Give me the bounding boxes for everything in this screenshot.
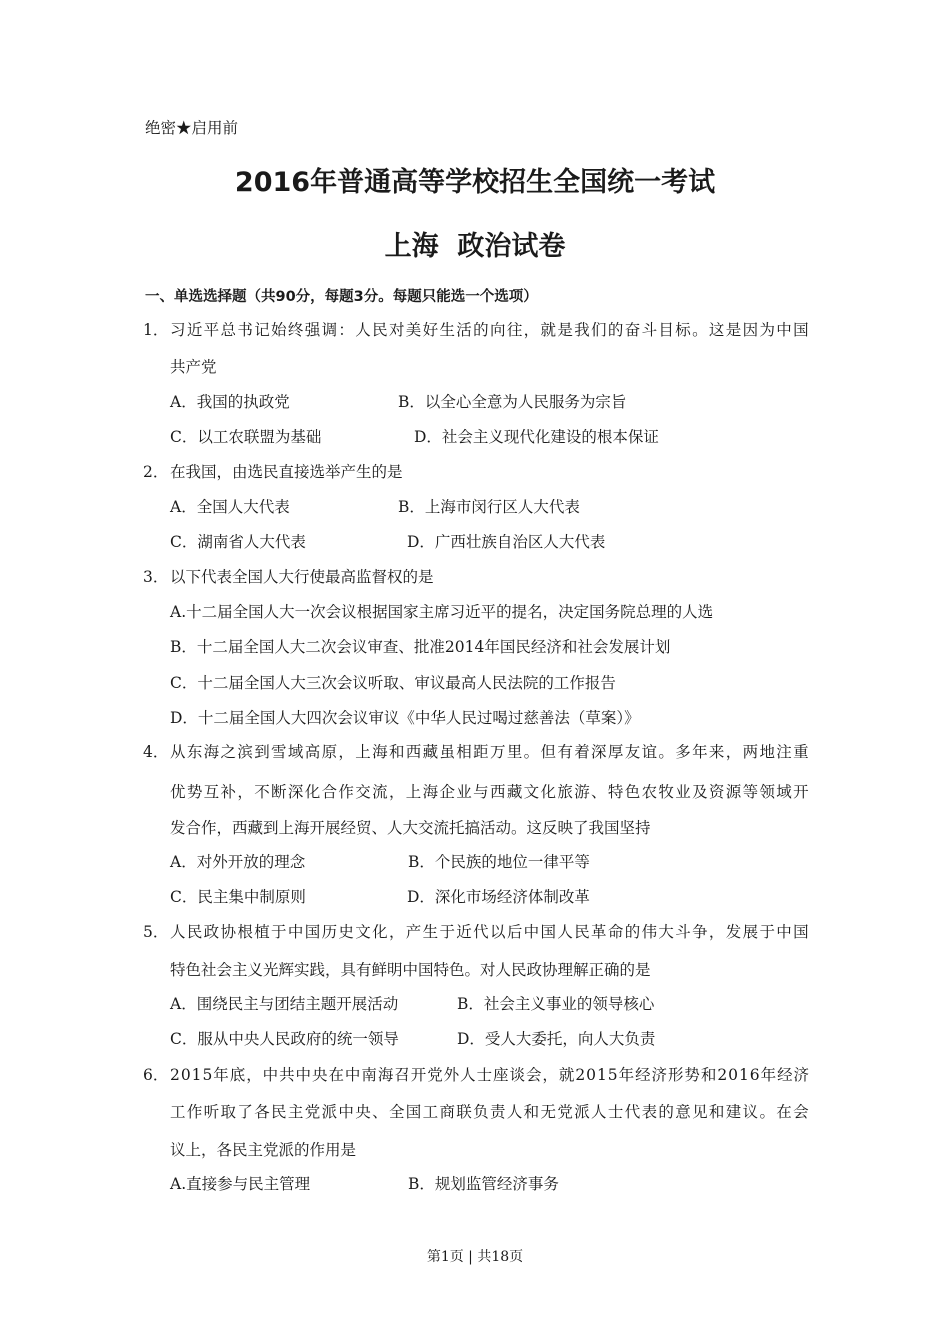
question-text: 2015年底，中共中央在中南海召开党外人士座谈会，就2015年经济形势和2016年经济 [170,1066,810,1084]
option-a: A．对外开放的理念 [170,853,306,871]
exam-title: 2016年普通高等学校招生全国统一考试 [234,167,716,198]
question-number: 3． [143,568,169,586]
classification-label: 绝密★启用前 [145,119,239,137]
question-number: 4． [143,743,169,761]
exam-subtitle: 上海 政治试卷 [384,231,566,262]
question-text: 工作听取了各民主党派中央、全国工商联负责人和无党派人士代表的意见和建议。在会 [170,1103,810,1121]
option-d: D．广西壮族自治区人大代表 [407,533,606,551]
question-number: 5． [143,923,169,941]
question-text: 特色社会主义光辉实践，具有鲜明中国特色。对人民政协理解正确的是 [170,961,651,979]
option-b: B．上海市闵行区人大代表 [398,498,580,516]
option-b: B．规划监管经济事务 [408,1175,559,1193]
question-text: 习近平总书记始终强调：人民对美好生活的向往，就是我们的奋斗目标。这是因为中国 [170,321,810,339]
option-a: A.十二届全国人大一次会议根据国家主席习近平的提名，决定国务院总理的人选 [170,603,714,621]
question-number: 6． [143,1066,169,1084]
option-c: C．民主集中制原则 [170,888,306,906]
option-b: B．个民族的地位一律平等 [408,853,590,871]
question-text: 议上，各民主党派的作用是 [170,1141,357,1159]
section-heading: 一、单选选择题（共90分，每题3分。每题只能选一个选项） [145,289,538,305]
question-text: 发合作，西藏到上海开展经贸、人大交流托搞活动。这反映了我国坚持 [170,819,651,837]
page-footer: 第1页 | 共18页 [426,1249,524,1265]
question-number: 2． [143,463,169,481]
question-text: 人民政协根植于中国历史文化，产生于近代以后中国人民革命的伟大斗争，发展于中国 [170,923,810,941]
option-c: C．湖南省人大代表 [170,533,306,551]
option-d: D．社会主义现代化建设的根本保证 [414,428,659,446]
question-text: 优势互补，不断深化合作交流，上海企业与西藏文化旅游、特色农牧业及资源等领域开 [170,783,810,801]
option-c: C．十二届全国人大三次会议听取、审议最高人民法院的工作报告 [170,674,616,692]
option-a: A.直接参与民主管理 [170,1175,311,1193]
option-a: A．围绕民主与团结主题开展活动 [170,995,399,1013]
option-d: D．受人大委托，向人大负责 [457,1030,656,1048]
option-a: A．我国的执政党 [170,393,290,411]
question-text: 在我国，由选民直接选举产生的是 [170,463,403,481]
question-text: 共产党 [170,358,217,376]
option-d: D．深化市场经济体制改革 [407,888,590,906]
option-c: C．服从中央人民政府的统一领导 [170,1030,399,1048]
question-text: 从东海之滨到雪域高原，上海和西藏虽相距万里。但有着深厚友谊。多年来，两地注重 [170,743,810,761]
option-b: B．十二届全国人大二次会议审查、批准2014年国民经济和社会发展计划 [170,638,671,656]
option-b: B．以全心全意为人民服务为宗旨 [398,393,627,411]
question-text: 以下代表全国人大行使最高监督权的是 [170,568,434,586]
question-number: 1． [143,321,169,339]
option-a: A．全国人大代表 [170,498,290,516]
option-d: D．十二届全国人大四次会议审议《中华人民过喝过慈善法（草案）》 [170,709,640,727]
option-c: C．以工农联盟为基础 [170,428,322,446]
option-b: B．社会主义事业的领导核心 [457,995,655,1013]
